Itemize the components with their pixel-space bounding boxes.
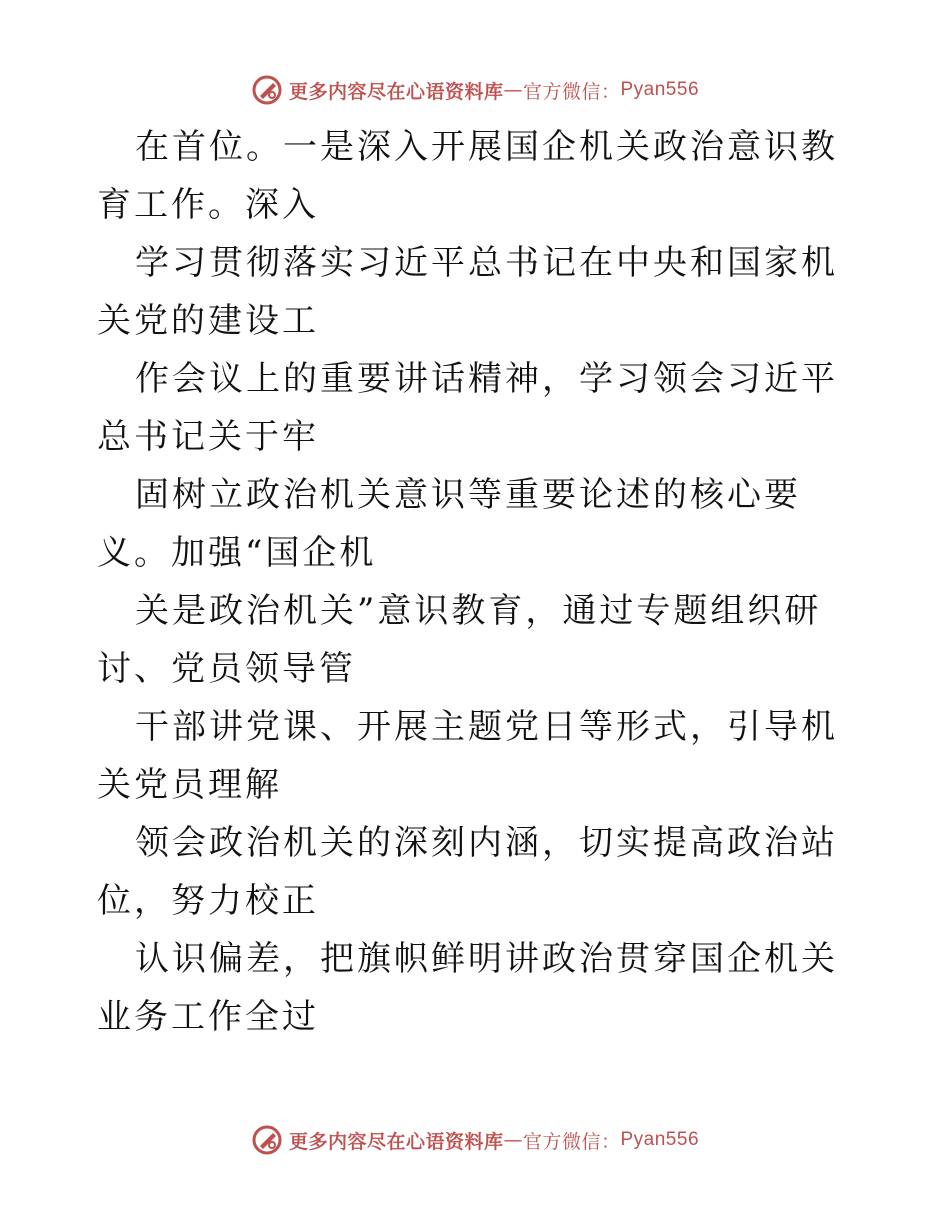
paragraph: 学习贯彻落实习近平总书记在中央和国家机关党的建设工 <box>97 243 838 341</box>
watermark-wechat-label: 官方微信： <box>522 1130 621 1153</box>
watermark-dash: — <box>503 1129 523 1151</box>
watermark-handle: Pyan556 <box>620 1129 700 1150</box>
document-body <box>97 118 857 1046</box>
paragraph: 领会政治机关的深刻内涵，切实提高政治站位，努力校正 <box>97 823 838 921</box>
paragraph: 作会议上的重要讲话精神，学习领会习近平总书记关于牢 <box>97 359 838 457</box>
watermark-handle: Pyan556 <box>620 79 700 100</box>
header-watermark <box>0 70 950 110</box>
watermark-brand: 更多内容尽在心语资料库 <box>288 1130 504 1153</box>
paragraph: 固树立政治机关意识等重要论述的核心要义。加强“国企机 <box>97 475 801 573</box>
watermark-dash: — <box>503 79 523 101</box>
watermark-wechat-label: 官方微信： <box>522 80 621 103</box>
paragraph: 认识偏差，把旗帜鲜明讲政治贯穿国企机关业务工作全过 <box>97 939 838 1037</box>
brand-logo-icon <box>251 1124 283 1156</box>
brand-logo-icon <box>251 74 283 106</box>
paragraph: 关是政治机关”意识教育，通过专题组织研讨、党员领导管 <box>97 591 822 689</box>
footer-watermark <box>0 1120 950 1160</box>
watermark-brand: 更多内容尽在心语资料库 <box>288 80 504 103</box>
paragraph: 在首位。一是深入开展国企机关政治意识教育工作。深入 <box>97 127 838 225</box>
paragraph: 干部讲党课、开展主题党日等形式，引导机关党员理解 <box>97 707 838 805</box>
